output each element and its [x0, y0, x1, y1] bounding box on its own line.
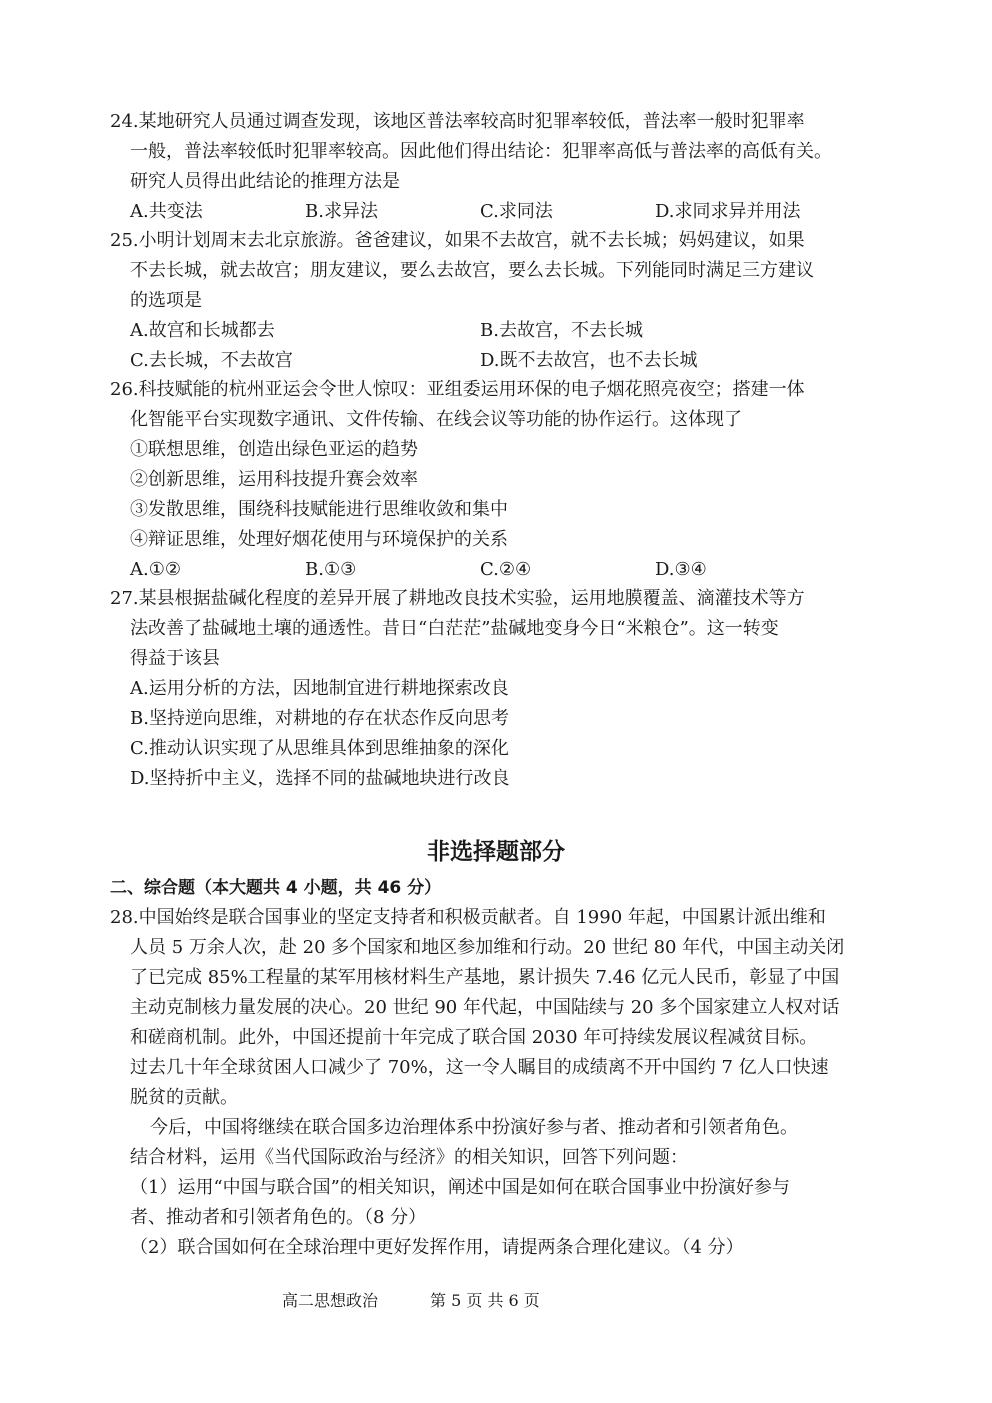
- option-d: D.求同求异并用法: [655, 201, 801, 222]
- option-c: C.推动认识实现了从思维具体到思维抽象的深化: [130, 738, 509, 759]
- question-27-line-2: 法改善了盐碱地土壤的通透性。昔日“白茫茫”盐碱地变身今日“米粮仓”。这一转变: [130, 618, 779, 639]
- question-28-instruction: 结合材料，运用《当代国际政治与经济》的相关知识，回答下列问题：: [130, 1147, 688, 1168]
- question-24-options: [110, 197, 890, 227]
- page-footer: [0, 1286, 992, 1316]
- question-24-line-2: 一般，普法率较低时犯罪率较高。因此他们得出结论：犯罪率高低与普法率的高低有关。: [130, 141, 832, 162]
- question-28-line-7: 脱贫的贡献。: [130, 1087, 238, 1108]
- question-28-paragraph-2: 今后，中国将继续在联合国多边治理体系中扮演好参与者、推动者和引领者角色。: [150, 1117, 798, 1138]
- option-d: D.③④: [655, 559, 707, 580]
- option-b: B.坚持逆向思维，对耕地的存在状态作反向思考: [130, 708, 509, 729]
- sub-question-1-line-1: （1）运用“中国与联合国”的相关知识，阐述中国是如何在联合国事业中扮演好参与: [130, 1177, 790, 1198]
- option-d: D.坚持折中主义，选择不同的盐碱地块进行改良: [130, 768, 510, 789]
- section-title: 非选择题部分: [427, 839, 565, 865]
- question-27-line-1: 27.某县根据盐碱化程度的差异开展了耕地改良技术实验，运用地膜覆盖、滴灌技术等方: [110, 588, 805, 609]
- statement-4: ④辩证思维，处理好烟花使用与环境保护的关系: [130, 529, 508, 550]
- question-28-line-4: 主动克制核力量发展的决心。20 世纪 90 年代起，中国陆续与 20 多个国家建立人权对话: [130, 997, 840, 1018]
- option-c: C.求同法: [480, 201, 553, 222]
- question-25-line-2: 不去长城，就去故宫；朋友建议，要么去故宫，要么去长城。下列能同时满足三方建议: [130, 260, 814, 281]
- question-25-options-row-2: [110, 346, 890, 376]
- option-a: A.①②: [130, 559, 181, 580]
- sub-question-2: （2）联合国如何在全球治理中更好发挥作用，请提两条合理化建议。（4 分）: [130, 1237, 744, 1258]
- question-28-line-5: 和磋商机制。此外，中国还提前十年完成了联合国 2030 年可持续发展议程减贫目标。: [130, 1027, 818, 1048]
- question-25: [110, 226, 890, 376]
- question-26-line-2: 化智能平台实现数字通讯、文件传输、在线会议等功能的协作运行。这体现了: [130, 409, 742, 430]
- part-two-heading: 二、综合题（本大题共 4 小题，共 46 分）: [110, 878, 442, 898]
- question-27-line-3: 得益于该县: [130, 648, 220, 669]
- question-24: [110, 107, 890, 227]
- option-a: A.共变法: [130, 201, 203, 222]
- option-b: B.求异法: [305, 201, 378, 222]
- question-28: [110, 873, 890, 1263]
- option-a: A.故宫和长城都去: [130, 320, 275, 341]
- question-25-options-row-1: [110, 316, 890, 346]
- question-24-line-3: 研究人员得出此结论的推理方法是: [130, 171, 400, 192]
- statement-1: ①联想思维，创造出绿色亚运的趋势: [130, 439, 418, 460]
- question-25-line-1: 25.小明计划周末去北京旅游。爸爸建议，如果不去故宫，就不去长城；妈妈建议，如果: [110, 230, 805, 251]
- footer-page-info: 第 5 页 共 6 页: [430, 1291, 540, 1310]
- statement-2: ②创新思维，运用科技提升赛会效率: [130, 469, 418, 490]
- question-28-line-1: 28.中国始终是联合国事业的坚定支持者和积极贡献者。自 1990 年起，中国累计派出维和: [110, 907, 826, 928]
- option-a: A.运用分析的方法，因地制宜进行耕地探索改良: [130, 678, 509, 699]
- statement-3: ③发散思维，围绕科技赋能进行思维收敛和集中: [130, 499, 508, 520]
- footer-subject: 高二思想政治: [282, 1291, 379, 1310]
- question-26-line-1: 26.科技赋能的杭州亚运会令世人惊叹：亚组委运用环保的电子烟花照亮夜空；搭建一体: [110, 379, 805, 400]
- question-28-line-6: 过去几十年全球贫困人口减少了 70%，这一令人瞩目的成绩离不开中国约 7 亿人口快速: [130, 1057, 829, 1078]
- option-d: D.既不去故宫，也不去长城: [480, 350, 698, 371]
- question-25-line-3: 的选项是: [130, 290, 202, 311]
- sub-question-1-line-2: 者、推动者和引领者角色的。（8 分）: [130, 1207, 427, 1228]
- question-24-line-1: 24.某地研究人员通过调查发现，该地区普法率较高时犯罪率较低，普法率一般时犯罪率: [110, 111, 805, 132]
- question-26: [110, 375, 890, 585]
- option-c: C.去长城，不去故宫: [130, 350, 293, 371]
- question-28-line-2: 人员 5 万余人次，赴 20 多个国家和地区参加维和行动。20 世纪 80 年代，中国主动关闭: [130, 937, 845, 958]
- question-26-options: [110, 555, 890, 585]
- question-27: [110, 584, 890, 794]
- option-b: B.①③: [305, 559, 357, 580]
- question-28-line-3: 了已完成 85%工程量的某军用核材料生产基地，累计损失 7.46 亿元人民币，彰显了中国: [130, 967, 840, 988]
- option-b: B.去故宫，不去长城: [480, 320, 643, 341]
- option-c: C.②④: [480, 559, 532, 580]
